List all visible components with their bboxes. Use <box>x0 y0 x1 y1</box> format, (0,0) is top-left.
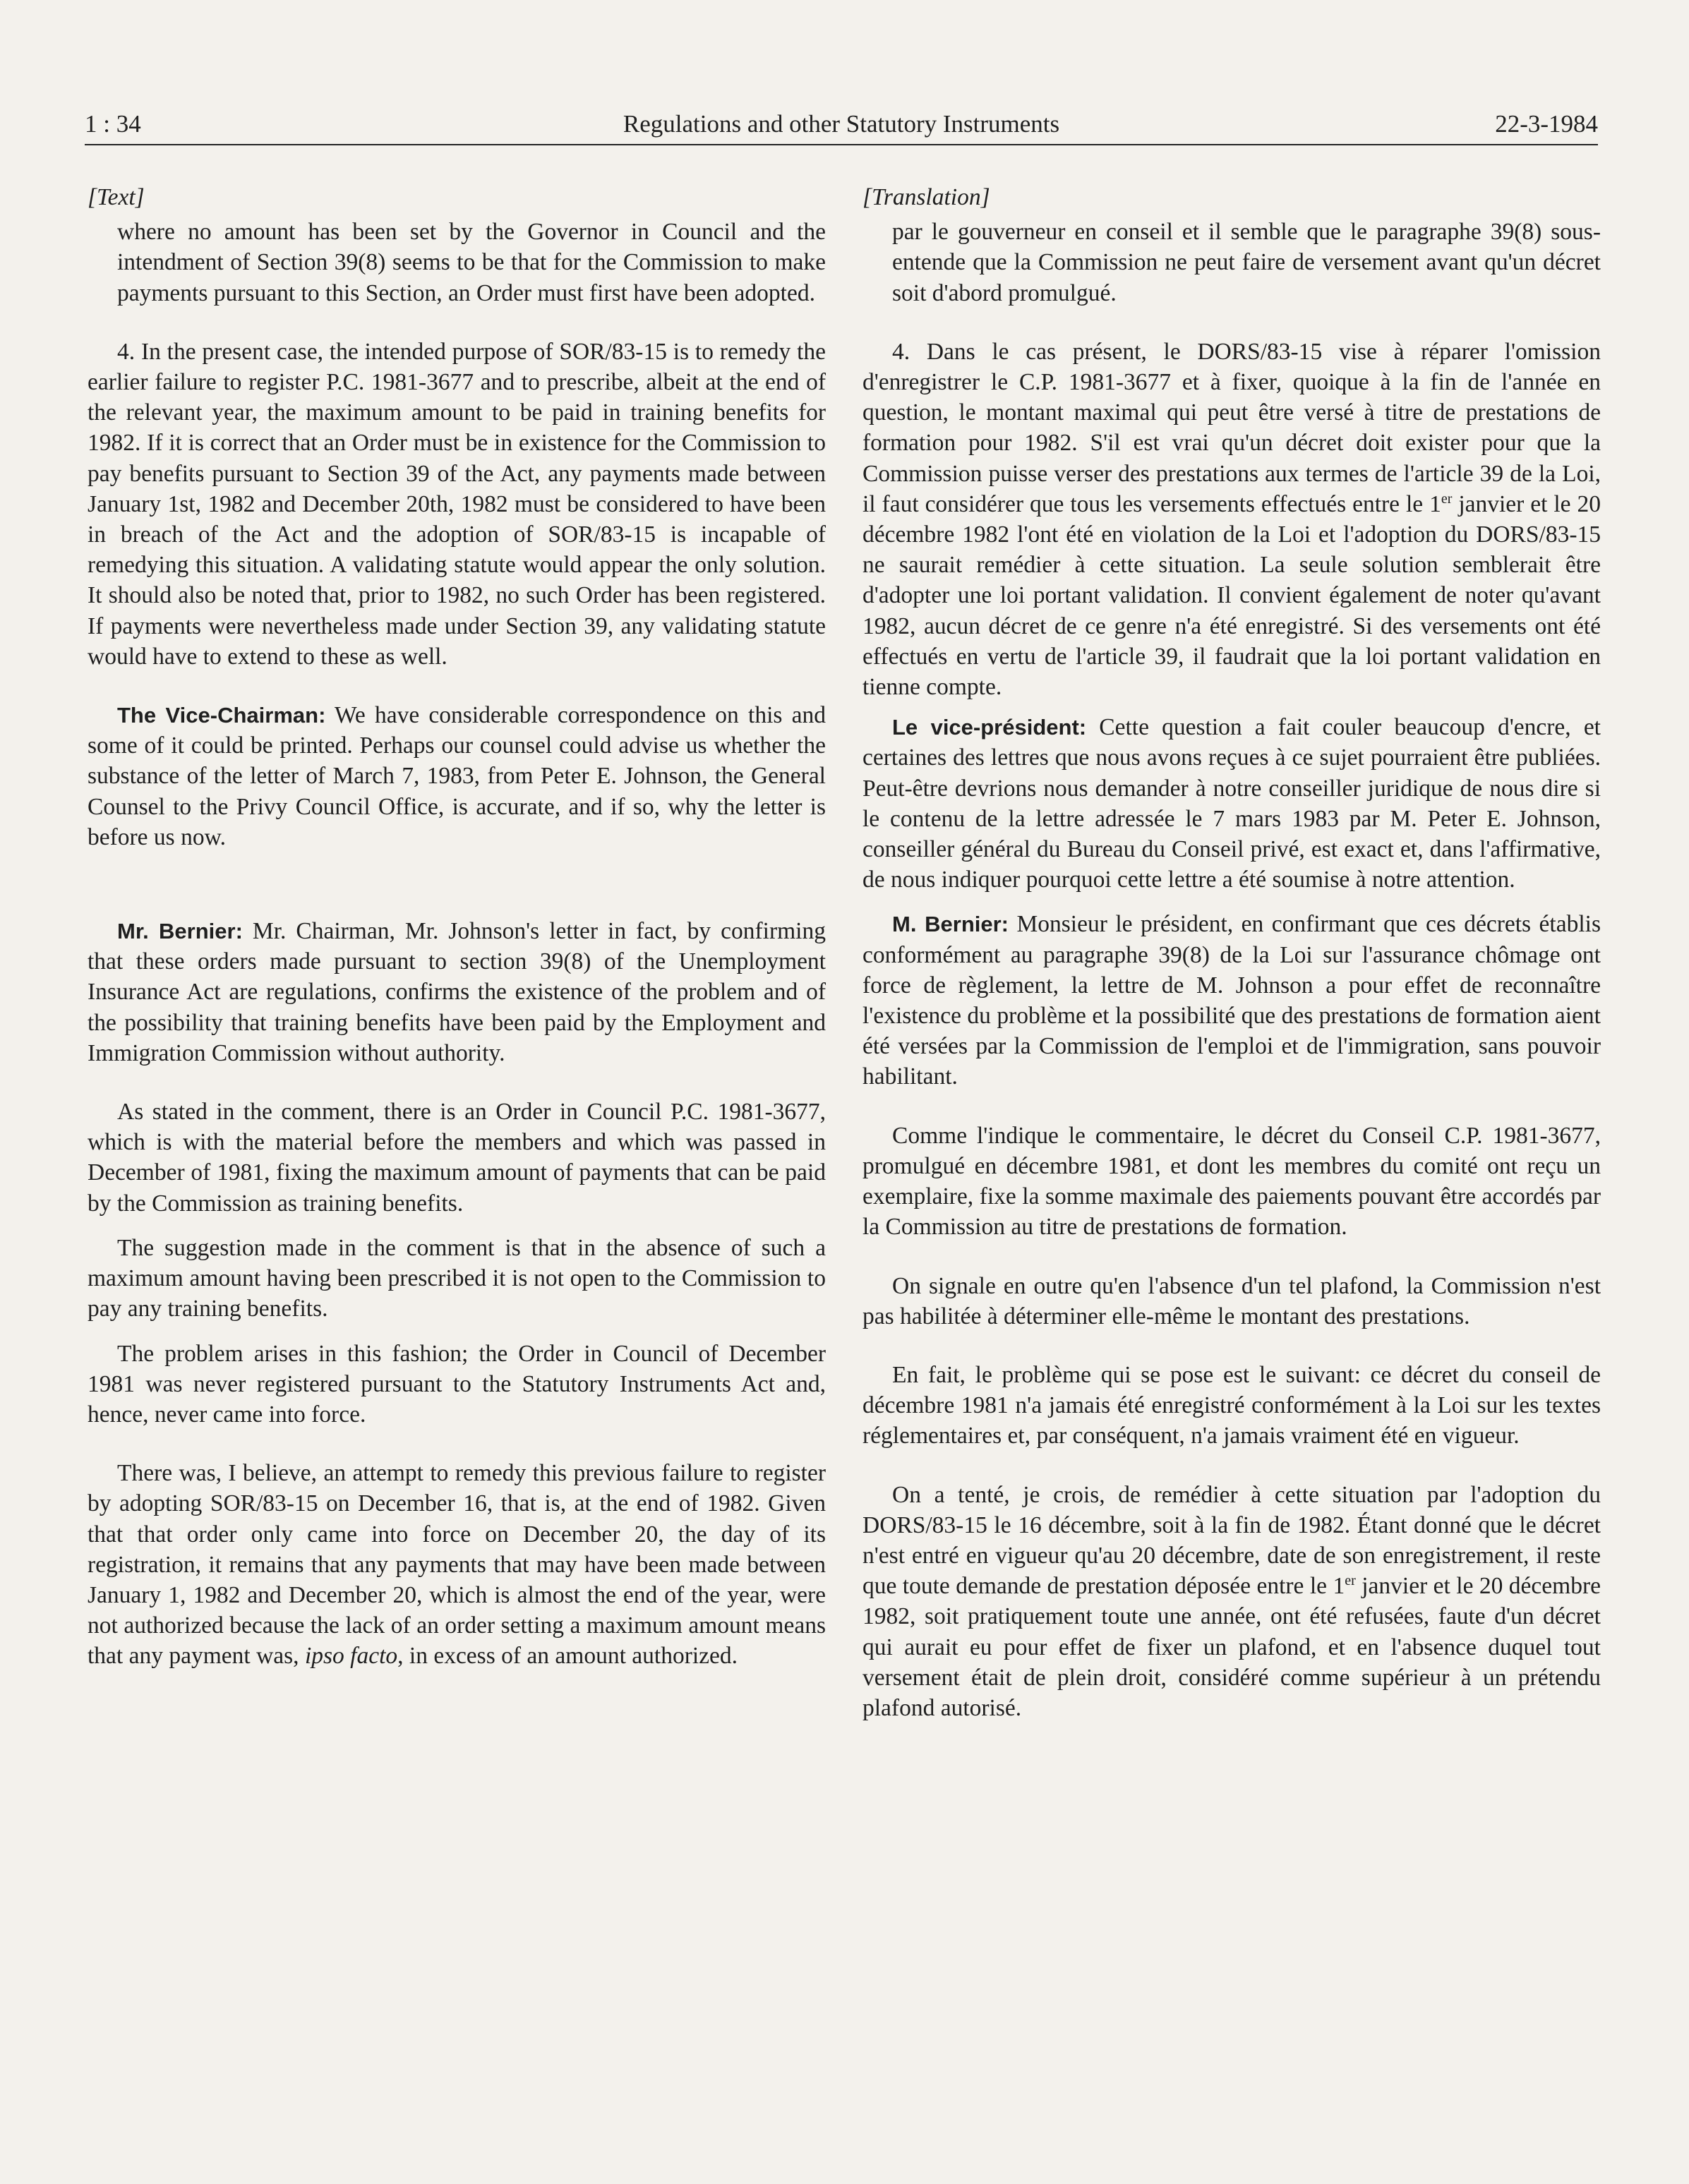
french-paragraph-5: Comme l'indique le commentaire, le décret du Conseil C.P. 1981-3677, promulgué en décembre 1981, et dont les membres du comité ont reçu un exemplaire, fixe la somme maximale des paiements pouvant être accordés par la Commission au titre de prestations de formation. <box>862 1122 1601 1241</box>
french-paragraph-2-b: janvier et le 20 décembre 1982 l'ont été en violation de la Loi et l'adoption du DORS/83-15 ne saurait remédier à cette situation. La seule solution semblerait être d'adopter une loi portant validation. Il convient également de noter qu'avant 1982, aucun décret de ce genre n'a été enregistré. Si des versements ont été effectués en vertu de l'article 39, il faudrait que la loi portant validation en tienne compte. <box>862 490 1601 701</box>
french-paragraph-8-b: janvier et le 20 décembre 1982, soit pratiquement toute une année, ont été refusées, faute d'un décret qui aurait eu pour effet de fixer un plafond, et en l'absence duquel tout versement était de plein droit, considéré comme supérieur à un prétendu plafond autorisé. <box>862 1573 1601 1721</box>
english-paragraph-3 <box>88 700 826 852</box>
english-paragraph-7: The problem arises in this fashion; the Order in Council of December 1981 was never registered pursuant to the Statutory Instruments Act and, hence, never came into force. <box>88 1340 826 1428</box>
french-paragraph-3 <box>862 712 1601 895</box>
english-paragraph-2: 4. In the present case, the intended purpose of SOR/83-15 is to remedy the earlier failure to register P.C. 1981-3677 and to prescribe, albeit at the end of the relevant year, the maximum amount to be paid in training benefits for 1982. If it is correct that an Order must be in existence for the Commission to pay benefits pursuant to Section 39 of the Act, any payments made between January 1st, 1982 and December 20th, 1982 must be considered to have been in breach of the Act and the adoption of SOR/83-15 is incapable of remedying this situation. A validating statute would appear the only solution. It should also be noted that, prior to 1982, no such Order has been registered. If payments were nevertheless made under Section 39, any validating statute would have to extend to these as well. <box>88 338 826 670</box>
ipso-facto: ipso facto <box>304 1643 398 1670</box>
french-paragraph-4-text: Monsieur le président, en confirmant que ces décrets établis conformément au paragraphe 39(8) de la Loi sur l'assurance chômage ont force de règlement, la lettre de M. Johnson a pour effet de reconnaître l'existence du problème et la possibilité que des prestations de formation aient été versées par la Commission de l'emploi et de l'immigration, sans pouvoir habilitant. <box>862 911 1601 1090</box>
english-paragraph-4-text: Mr. Chairman, Mr. Johnson's letter in fact, by confirming that these orders made pursuant to section 39(8) of the Unemployment Insurance Act are regulations, confirms the existence of the problem and of the possibility that training benefits have been paid by the Employment and Immigration Commission without authority. <box>88 918 826 1066</box>
speaker-vice-president: Le vice-président: <box>892 715 1087 740</box>
french-column <box>862 182 1601 1751</box>
english-label: [Text] <box>88 184 145 210</box>
issue-date: 22-3-1984 <box>1495 110 1598 138</box>
english-paragraph-3-text: We have considerable correspondence on this and some of it could be printed. Perhaps our counsel could advise us whether the substance of the letter of March 7, 1983, from Peter E. Johnson, the General Counsel to the Privy Council Office, is accurate, and if so, why the letter is before us now. <box>88 702 826 850</box>
english-paragraph-8-end: , in excess of an amount authorized. <box>397 1643 738 1670</box>
page-header <box>85 107 1598 147</box>
english-paragraph-6: The suggestion made in the comment is that in the absence of such a maximum amount having been prescribed it is not open to the Commission to pay any training benefits. <box>88 1234 826 1322</box>
page-number: 1 : 34 <box>85 110 141 138</box>
french-label: [Translation] <box>862 184 990 210</box>
speaker-bernier: Mr. Bernier: <box>117 919 243 944</box>
english-paragraph-5: As stated in the comment, there is an Order in Council P.C. 1981-3677, which is with the material before the members and which was passed in December of 1981, fixing the maximum amount of payments that can be paid by the Commission as training benefits. <box>88 1099 826 1217</box>
header-rule <box>85 144 1598 145</box>
french-paragraph-8 <box>862 1480 1601 1724</box>
superscript-er-2: er <box>1345 1572 1356 1588</box>
french-paragraph-6: On signale en outre qu'en l'absence d'un tel plafond, la Commission n'est pas habilitée à déterminer elle-même le montant des prestations. <box>862 1272 1601 1329</box>
french-paragraph-4 <box>862 909 1601 1092</box>
running-title: Regulations and other Statutory Instruments <box>623 110 1060 138</box>
french-paragraph-2 <box>862 337 1601 702</box>
english-paragraph-4 <box>88 916 826 1068</box>
french-paragraph-1: par le gouverneur en conseil et il semble que le paragraphe 39(8) sous-entende que la Commission ne peut faire de versement avant qu'un décret soit d'abord promulgué. <box>892 219 1601 306</box>
french-paragraph-8-a: On a tenté, je crois, de remédier à cette situation par l'adoption du DORS/83-15 le 16 décembre, soit à la fin de 1982. Étant donné que le décret n'est entré en vigueur qu'au 20 décembre, date de son enregistrement, il reste que toute demande de prestation déposée entre le 1 <box>862 1481 1601 1600</box>
french-paragraph-2-a: 4. Dans le cas présent, le DORS/83-15 vise à réparer l'omission d'enregistrer le C.P. 1981-3677 et à fixer, quoique à la fin de l'année en question, le montant maximal qui peut être versé à titre de prestations de formation pour 1982. S'il est vrai qu'un décret doit exister pour que la Commission puisse verser des prestations aux termes de l'article 39 de la Loi, il faut considérer que tous les versements effectués entre le 1 <box>862 338 1601 517</box>
speaker-m-bernier: M. Bernier: <box>892 912 1009 937</box>
english-paragraph-1: where no amount has been set by the Governor in Council and the intendment of Section 39(8) seems to be that for the Commission to make payments pursuant to this Section, an Order must first have been adopted. <box>117 219 826 306</box>
english-paragraph-8 <box>88 1458 826 1671</box>
english-paragraph-8-text: There was, I believe, an attempt to remedy this previous failure to register by adopting SOR/83-15 on December 16, that is, at the end of 1982. Given that that order only came into force on December 20, the day of its registration, it remains that any payments that may have been made between January 1, 1982 and December 20, which is almost the end of the year, were not authorized because the lack of an order setting a maximum amount means that any payment was, <box>88 1460 826 1670</box>
english-column <box>88 182 826 1700</box>
superscript-er: er <box>1441 490 1453 507</box>
speaker-vice-chairman: The Vice-Chairman: <box>117 703 326 728</box>
french-paragraph-7: En fait, le problème qui se pose est le suivant: ce décret du conseil de décembre 1981 n'a jamais été enregistré conformément à la Loi sur les textes réglementaires et, par conséquent, n'a jamais vraiment été en vigueur. <box>862 1361 1601 1449</box>
french-paragraph-3-text: Cette question a fait couler beaucoup d'encre, et certaines des lettres que nous avons reçues à ce sujet pourraient être publiées. Peut-être devrions nous demander à notre conseiller juridique de nous dire si le contenu de la lettre adressée le 7 mars 1983 par M. Peter E. Johnson, conseiller général du Bureau du Conseil privé, est exact et, dans l'affirmative, de nous indiquer pourquoi cette lettre a été soumise à notre attention. <box>862 714 1601 893</box>
